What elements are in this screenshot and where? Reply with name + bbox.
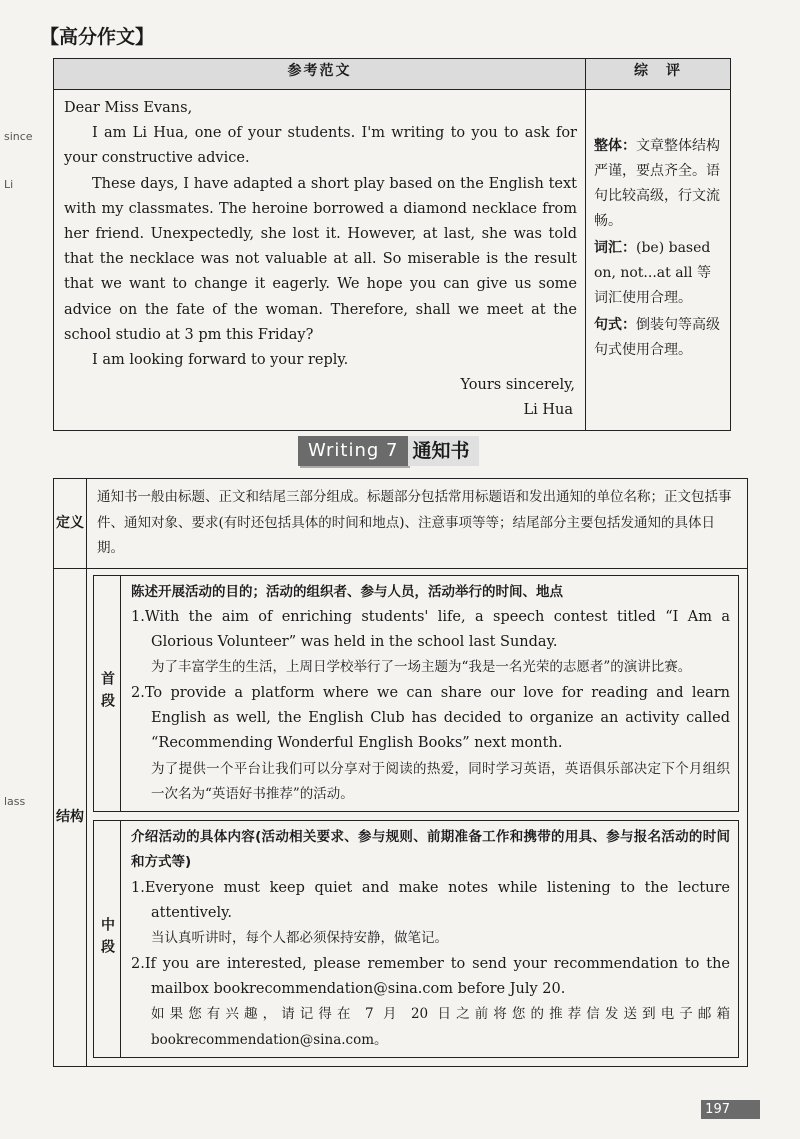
comment-cell — [586, 90, 731, 431]
first-paragraph-body — [121, 576, 738, 812]
definition-label: 定义 — [54, 479, 87, 569]
example-sentence-en: 2.To provide a platform where we can share our love for reading and learn English as well, the English Club has decided to organize an activity called “Recommending Wonderful English Books” next month. — [131, 684, 730, 752]
comment-column-header: 综 评 — [586, 59, 731, 90]
comment-text: 倒装句等高级句式使用合理。 — [594, 317, 720, 358]
example-sentence-zh: 为了提供一个平台让我们可以分享对于阅读的热爱，同时学习英语，英语俱乐部决定下个月组织一次名为“英语好书推荐”的活动。 — [151, 760, 730, 802]
structure-label: 结构 — [54, 568, 87, 1066]
example-sentence-zh: 当认真听讲时，每个人都必须保持安静，做笔记。 — [151, 930, 448, 947]
letter-closing: Yours sincerely, — [460, 377, 575, 394]
comment-label: 句式： — [594, 317, 636, 333]
first-paragraph-subtitle: 陈述开展活动的目的；活动的组织者、参与人员，活动举行的时间、地点 — [131, 583, 563, 600]
letter-greeting: Dear Miss Evans, — [64, 100, 193, 116]
example-sentence-en: 2.If you are interested, please remember to send your recommendation to the mailbox bookrecommendation@sina.com before July 20. — [131, 955, 730, 997]
definition-text: 通知书一般由标题、正文和结尾三部分组成。标题部分包括常用标题语和发出通知的单位名称；正文包括事件、通知对象、要求(有时还包括具体的时间和地点)、注意事项等等；结尾部分主要包括发通知的具体日期。 — [87, 479, 748, 569]
banner-chinese: 通知书 — [408, 436, 479, 466]
middle-paragraph-box — [93, 820, 739, 1058]
comment-text: 文章整体结构严谨，要点齐全。语句比较高级，行文流畅。 — [594, 138, 720, 229]
writing-banner — [298, 436, 479, 466]
example-sentence-zh: 如果您有兴趣，请记得在 7 月 20 日之前将您的推荐信发送到电子邮箱 bookrecommendation@sina.com。 — [151, 1006, 730, 1048]
example-sentence-en: 1.Everyone must keep quiet and make notes while listening to the lecture attentively. — [131, 879, 730, 922]
left-margin-marks — [0, 0, 33, 1139]
comment-label: 词汇： — [594, 240, 636, 256]
middle-paragraph-label: 中段 — [94, 821, 121, 1057]
middle-paragraph-body — [121, 821, 738, 1057]
essay-table — [53, 58, 731, 431]
sample-letter — [54, 90, 586, 431]
first-paragraph-box — [93, 575, 739, 813]
example-sentence-zh: 为了丰富学生的生活，上周日学校举行了一场主题为“我是一名光荣的志愿者”的演讲比赛。 — [151, 659, 692, 676]
comment-item — [594, 134, 724, 234]
margin-mark: Li — [4, 178, 14, 191]
comment-label: 整体： — [594, 138, 636, 154]
letter-signature: Li Hua — [523, 402, 573, 419]
first-paragraph-label: 首段 — [94, 576, 121, 812]
section-heading: 【高分作文】 — [40, 26, 155, 48]
page-number: 197 — [701, 1100, 760, 1119]
structure-content — [87, 568, 748, 1066]
middle-paragraph-subtitle: 介绍活动的具体内容(活动相关要求、参与规则、前期准备工作和携带的用具、参与报名活动的时间和方式等) — [131, 829, 730, 871]
margin-mark: lass — [4, 795, 26, 808]
letter-paragraph: I am looking forward to your reply. — [92, 352, 349, 369]
letter-paragraph: These days, I have adapted a short play based on the English text with my classmates. The heroine borrowed a diamond necklace from her friend. Unexpectedly, she lost it. However, at last, she was told that the necklace was not valuable at all. So miserable is the result that we want to change it eagerly. We hope you can give us some advice on the fate of the woman. Therefore, shall we meet at the school studio at 3 pm this Friday? — [64, 175, 577, 343]
letter-paragraph: I am Li Hua, one of your students. I'm writing to you to ask for your constructive advice. — [64, 125, 577, 167]
notice-table — [53, 478, 748, 1067]
comment-text: (be) based on, not...at all 等词汇使用合理。 — [594, 240, 711, 306]
comment-item — [594, 313, 724, 363]
comment-item — [594, 236, 724, 311]
essay-column-header: 参考范文 — [54, 59, 586, 90]
margin-mark: since — [4, 130, 33, 143]
banner-english: Writing 7 — [298, 436, 408, 466]
example-sentence-en: 1.With the aim of enriching students' life, a speech contest titled “I Am a Glorious Volunteer” was held in the school last Sunday. — [131, 608, 730, 651]
